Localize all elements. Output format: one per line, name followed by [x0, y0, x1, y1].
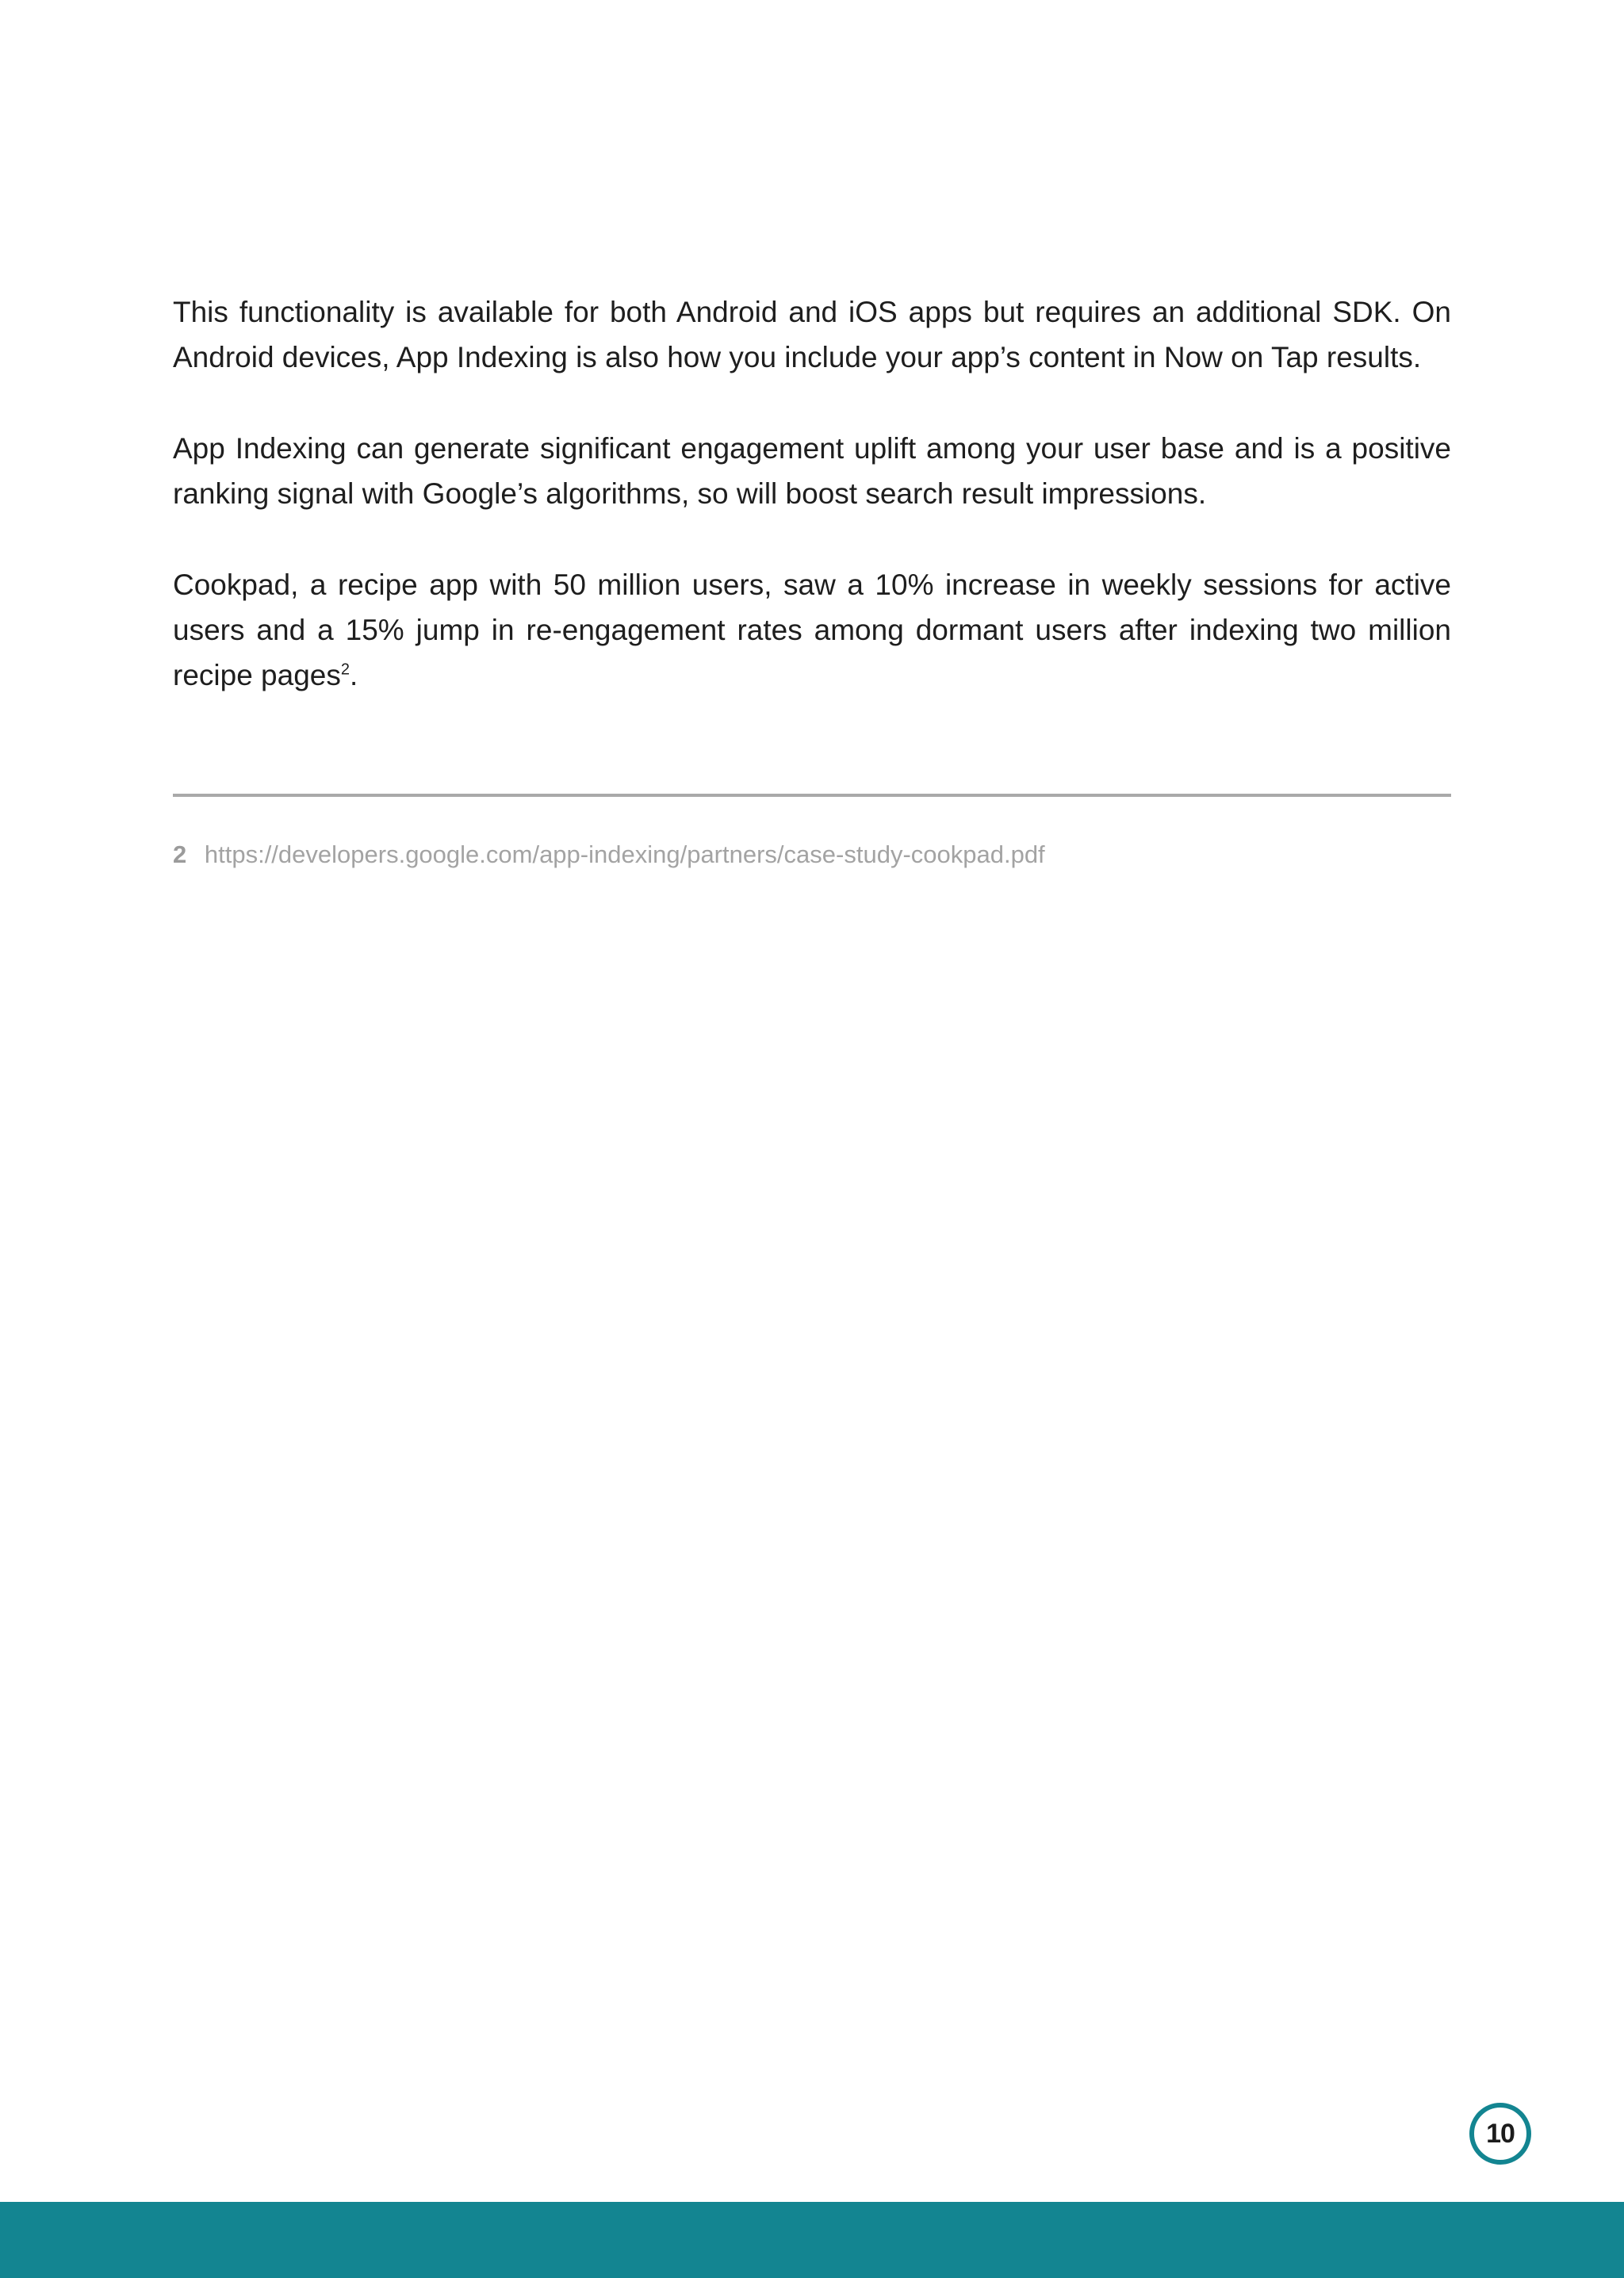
page-number: 10	[1486, 2118, 1515, 2149]
paragraph-3-text: Cookpad, a recipe app with 50 million users, saw a 10% increase in weekly sessions for active users and a 15% jump in re-engagement rates among dormant users after indexing two million recipe pages	[173, 569, 1451, 691]
paragraph-2: App Indexing can generate significant engagement uplift among your user base and is a positive ranking signal with Google’s algorithms, so will boost search result impressions.	[173, 432, 1451, 510]
footer-bar	[0, 2202, 1624, 2278]
footnote	[173, 837, 1451, 872]
footnote-divider	[173, 794, 1451, 797]
body-text	[173, 289, 1451, 744]
page-number-badge	[1469, 2103, 1531, 2165]
paragraph-3	[173, 562, 1451, 698]
footnote-number: 2	[173, 840, 187, 868]
paragraph-1: This functionality is available for both Android and iOS apps but requires an additional SDK. On Android devices, App Indexing is also how you include your app’s content in Now on Tap results.	[173, 296, 1451, 373]
footnote-url[interactable]: https://developers.google.com/app-indexing/partners/case-study-cookpad.pdf	[204, 840, 1045, 868]
paragraph-3-period: .	[350, 659, 358, 691]
footnote-reference[interactable]: 2	[340, 660, 350, 679]
